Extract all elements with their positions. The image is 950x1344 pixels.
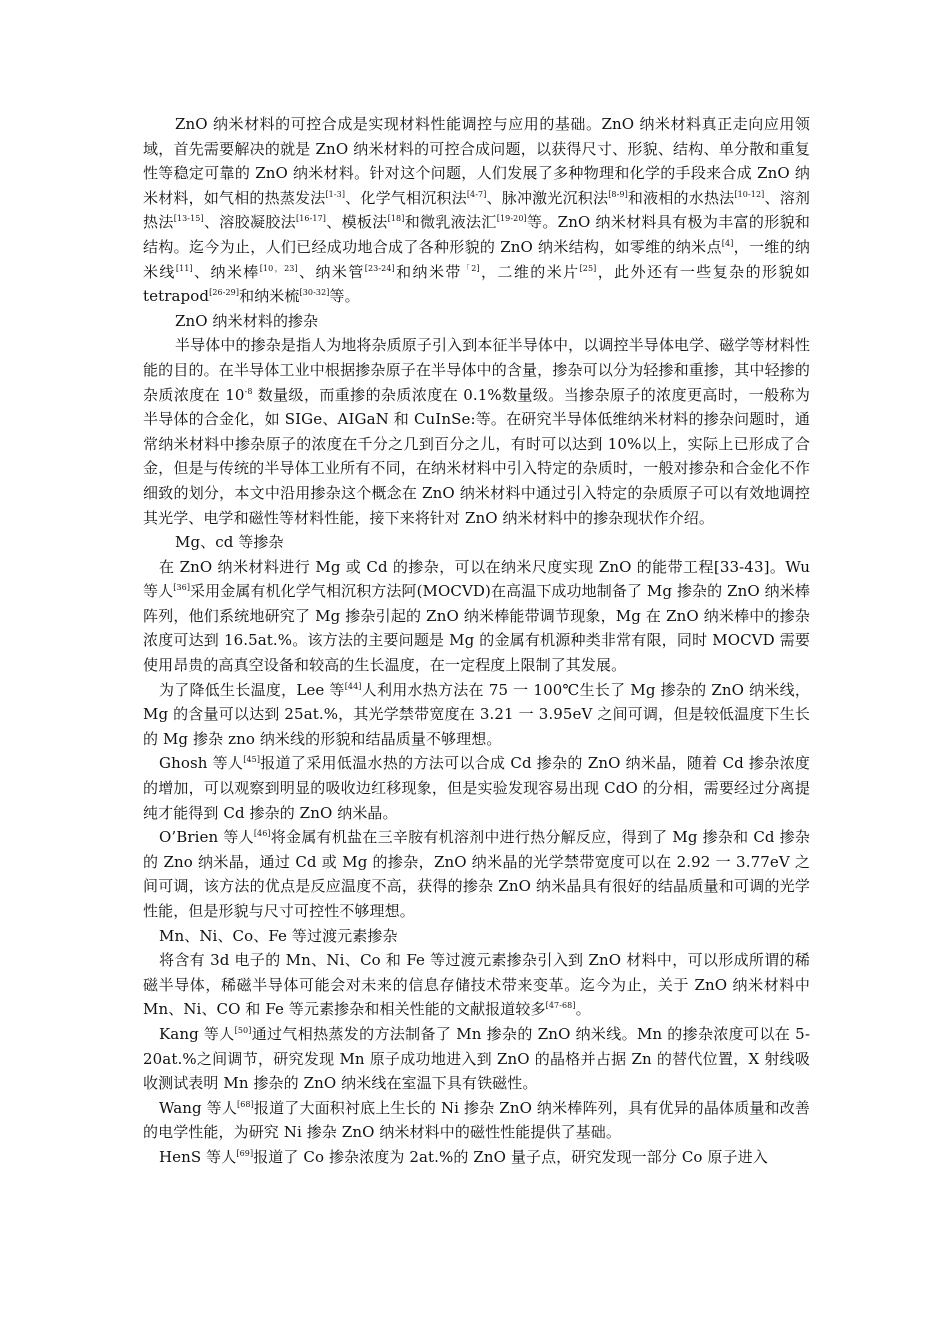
- text-run: 采用金属有机化学气相沉积方法阿(MOCVD)在高温下成功地制备了 Mg 掺杂的 ZnO 纳米棒阵列，他们系统地研究了 Mg 掺杂引起的 ZnO 纳米棒能带调节现象，Mg 在 ZnO 纳米棒中的掺杂浓度可达到 16.5at.%。该方法的主要问题是 Mg 的金属有机源种类非常有限，同时 MOCVD 需要使用昂贵的高真空设备和较高的生长温度，在一定程度上限制了其发展。: [143, 582, 810, 675]
- body-paragraph: [143, 1022, 810, 1096]
- citation-ref: [50]: [234, 1025, 252, 1035]
- text-run: HenS 等人: [159, 1147, 237, 1166]
- text-run: Mg、cd 等掺杂: [175, 533, 284, 552]
- citation-ref: [1-3]: [325, 189, 346, 199]
- citation-ref: [8-9]: [608, 189, 628, 199]
- text-run: 、溶剂热法: [143, 188, 811, 232]
- citation-ref: [11]: [175, 263, 193, 273]
- body-paragraph: [143, 678, 810, 752]
- citation-ref: [68]: [237, 1099, 254, 1109]
- citation-ref: [30-32]: [299, 288, 330, 298]
- text-run: 、脉冲激光沉积法: [486, 188, 609, 207]
- citation-ref: [69]: [236, 1148, 254, 1158]
- body-paragraph: [143, 825, 810, 923]
- citation-ref: [23-24]: [364, 263, 395, 273]
- citation-ref: [4]: [721, 238, 734, 248]
- text-run: 和纳米梳: [239, 287, 300, 306]
- body-paragraph: [143, 751, 810, 825]
- text-run: 和纳米带: [394, 262, 462, 281]
- citation-ref: 「2]: [461, 263, 480, 273]
- section-heading: [143, 924, 810, 949]
- text-run: 在 ZnO 纳米材料进行 Mg 或 Cd 的掺杂，可以在纳米尺度实现 ZnO 的能带工程[33-43]。Wu 等人: [143, 557, 810, 601]
- citation-ref: [19-20]: [496, 214, 527, 224]
- text-run: 人利用水热方法在 75 一 100℃生长了 Mg 掺杂的 ZnO 纳米线，Mg 的含量可以达到 25at.%，其光学禁带宽度在 3.21 一 3.95eV 之间可调，但是较低温度下生长的 Mg 掺杂 zno 纳米线的形貌和结晶质量不够理想。: [143, 680, 810, 748]
- text-run: 。: [575, 1000, 591, 1019]
- citation-ref: [44]: [344, 681, 362, 691]
- text-run: 报道了 Co 掺杂浓度为 2at.%的 ZnO 量子点，研究发现一部分 Co 原子进入: [253, 1147, 768, 1166]
- section-heading: [143, 309, 810, 334]
- document-page: [143, 112, 810, 1170]
- text-run: 通过气相热蒸发的方法制备了 Mn 掺杂的 ZnO 纳米线。Mn 的掺杂浓度可以在 5-20at.%之间调节，研究发现 Mn 原子成功地进入到 ZnO 的晶格并占据 Zn 的替代位置，X 射线吸收测试表明 Mn 掺杂的 ZnO 纳米线在室温下具有铁磁性。: [143, 1024, 810, 1093]
- text-run: 将金属有机盐在三辛胺有机溶剂中进行热分解反应，得到了 Mg 掺杂和 Cd 掺杂的 Zno 纳米晶，通过 Cd 或 Mg 的掺杂，ZnO 纳米晶的光学禁带宽度可以在 2.92 一 3.77eV 之间可调，该方法的优点是反应温度不高，获得的掺杂 ZnO 纳米晶具有很好的结晶质量和可调的光学性能，但是形貌与尺寸可控性不够理想。: [143, 828, 810, 920]
- text-run: 等。: [329, 287, 360, 306]
- citation-ref: [47-68]: [545, 1001, 576, 1011]
- citation-ref: [4-7]: [466, 189, 487, 199]
- text-run: 、溶胶凝胶法: [203, 213, 296, 232]
- text-run: 半导体中的掺杂是指人为地将杂质原子引入到本征半导体中，以调控半导体电学、磁学等材料性能的目的。在半导体工业中根据掺杂原子在半导体中的含量，掺杂可以分为轻掺和重掺，其中轻掺的杂质浓度在 10: [143, 336, 810, 404]
- citation-ref: [25]: [579, 263, 597, 273]
- citation-ref: [36]: [173, 583, 191, 593]
- citation-ref: [16-17]: [296, 214, 327, 224]
- text-run: 数量级，而重掺的杂质浓度在 0.1%数量级。当掺杂原子的浓度更高时，一般称为半导体的合金化，如 SIGe、AIGaN 和 CuInSe:等。在研究半导体低维纳米材料的掺杂问题时，通常纳米材料中掺杂原子的浓度在千分之几到百分之儿，有时可以达到 10%以上，实际上已形成了合金，但是与传统的半导体工业所有不同，在纳米材料中引入特定的杂质时，一般对掺杂和合金化不作细致的划分，本文中沿用掺杂这个概念在 ZnO 纳米材料中通过引入特定的杂质原子可以有效地调控其光学、电学和磁性等材料性能，接下来将针对 ZnO 纳米材料中的掺杂现状作介绍。: [143, 385, 810, 527]
- text-run: 等。ZnO 纳米材料具有极为丰富的形貌和结构。迄今为止，人们已经成功地合成了各种形貌的 ZnO 纳米结构，如零维的纳米点: [143, 213, 811, 256]
- citation-ref: [45]: [243, 755, 261, 765]
- citation-ref: [18]: [387, 214, 405, 224]
- text-run: 和液相的水热法: [627, 188, 735, 207]
- citation-ref: [46]: [253, 829, 271, 839]
- text-run: 和微乳液法汇: [404, 213, 497, 232]
- text-run: Mn、Ni、Co、Fe 等过渡元素掺杂: [159, 926, 398, 945]
- text-run: ，二维的米片: [479, 262, 580, 281]
- citation-ref: [13-15]: [173, 214, 204, 224]
- text-run: Wang 等人: [159, 1098, 238, 1117]
- body-paragraph: [143, 1096, 810, 1145]
- text-run: 、模板法: [326, 213, 388, 232]
- text-run: ZnO 纳米材料的可控合成是实现材料性能调控与应用的基础。ZnO 纳米材料真正走向应用领域，首先需要解决的就是 ZnO 纳米材料的可控合成问题，以获得尺寸、形貌、结构、单分散和重复性等稳定可靠的 ZnO 纳米材料。针对这个问题，人们发展了多种物理和化学的手段来合成 ZnO 纳米材料，如气相的热蒸发法: [143, 115, 810, 207]
- section-heading: [143, 530, 810, 555]
- text-run: Ghosh 等人: [159, 754, 244, 773]
- text-run: Kang 等人: [159, 1024, 235, 1043]
- text-run: 报道了大面积衬底上生长的 Ni 掺杂 ZnO 纳米棒阵列，具有优异的晶体质量和改善的电学性能，为研究 Ni 掺杂 ZnO 纳米材料中的磁性性能提供了基础。: [143, 1098, 810, 1142]
- text-run: ，一维的纳米线: [143, 237, 810, 281]
- text-run: 报道了采用低温水热的方法可以合成 Cd 掺杂的 ZnO 纳米晶，随着 Cd 掺杂浓度的增加，可以观察到明显的吸收边红移现象，但是实验发现容易出现 CdO 的分相，需要经过分离提纯才能得到 Cd 掺杂的 ZnO 纳米晶。: [143, 754, 810, 822]
- body-paragraph: [143, 555, 810, 678]
- body-paragraph: [143, 333, 810, 530]
- text-run: 、纳米管: [297, 262, 365, 281]
- citation-ref: -8: [244, 386, 253, 396]
- text-run: ，此外还有一些复杂的形貌如 tetrapod: [143, 262, 810, 306]
- body-paragraph: [143, 948, 810, 1022]
- text-run: 、化学气相沉积法: [345, 188, 467, 207]
- body-paragraph: [143, 1145, 810, 1170]
- citation-ref: [10-12]: [734, 189, 765, 199]
- body-paragraph: [143, 112, 810, 309]
- text-run: ZnO 纳米材料的掺杂: [175, 311, 319, 330]
- text-run: 将含有 3d 电子的 Mn、Ni、Co 和 Fe 等过渡元素掺杂引入到 ZnO 材料中，可以形成所谓的稀磁半导体，稀磁半导体可能会对未来的信息存储技术带来变革。迄今为止，关于 ZnO 纳米材料中 Mn、Ni、CO 和 Fe 等元素掺杂和相关性能的文献报道较多: [143, 951, 810, 1019]
- text-run: 为了降低生长温度，Lee 等: [159, 680, 345, 699]
- citation-ref: [26-29]: [209, 288, 240, 298]
- text-run: 、纳米棒: [192, 262, 260, 281]
- text-run: O’Brien 等人: [159, 828, 254, 847]
- citation-ref: [10，23]: [259, 263, 298, 273]
